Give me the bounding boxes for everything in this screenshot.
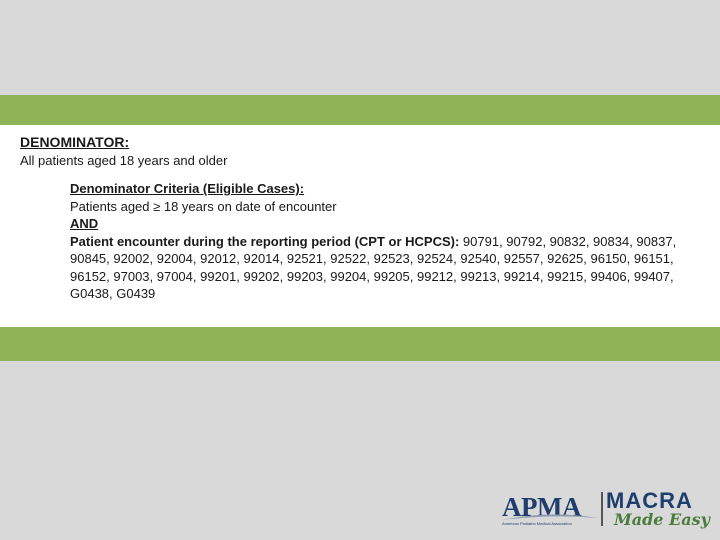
and-conjunction: AND [70, 216, 99, 231]
bottom-green-band [0, 327, 720, 361]
made-easy-tagline: Made Easy [614, 510, 710, 529]
codes-line-4: G0438, G0439 [70, 286, 156, 301]
document-excerpt-panel [0, 125, 720, 327]
apma-macra-logo [500, 490, 710, 530]
denominator-text-block [20, 134, 710, 303]
encounter-label: Patient encounter during the reporting period (CPT or HCPCS): [70, 233, 460, 249]
codes-line-2: 90845, 92002, 92004, 92012, 92014, 92521, 92522, 92523, 92524, 92540, 92557, 92625, 96150, 96151, [70, 251, 674, 266]
apma-subtitle: American Podiatric Medical Association [502, 521, 572, 526]
macra-logo-text: MACRA [606, 488, 693, 513]
encounter-line [70, 233, 710, 251]
criteria-age: Patients aged ≥ 18 years on date of encounter [70, 198, 337, 214]
top-green-band [0, 95, 720, 125]
criteria-section [70, 180, 710, 303]
criteria-heading: Denominator Criteria (Eligible Cases): [70, 181, 305, 196]
codes-line-1: 90791, 90792, 90832, 90834, 90837, [462, 233, 677, 249]
denominator-heading: DENOMINATOR: [20, 134, 130, 150]
logo-divider [601, 492, 603, 526]
apma-logo-text: APMA [502, 492, 581, 522]
codes-line-3: 96152, 97003, 97004, 99201, 99202, 99203, 99204, 99205, 99212, 99213, 99214, 99215, 99406, 99407, [70, 268, 674, 284]
denominator-summary: All patients aged 18 years and older [20, 152, 228, 168]
